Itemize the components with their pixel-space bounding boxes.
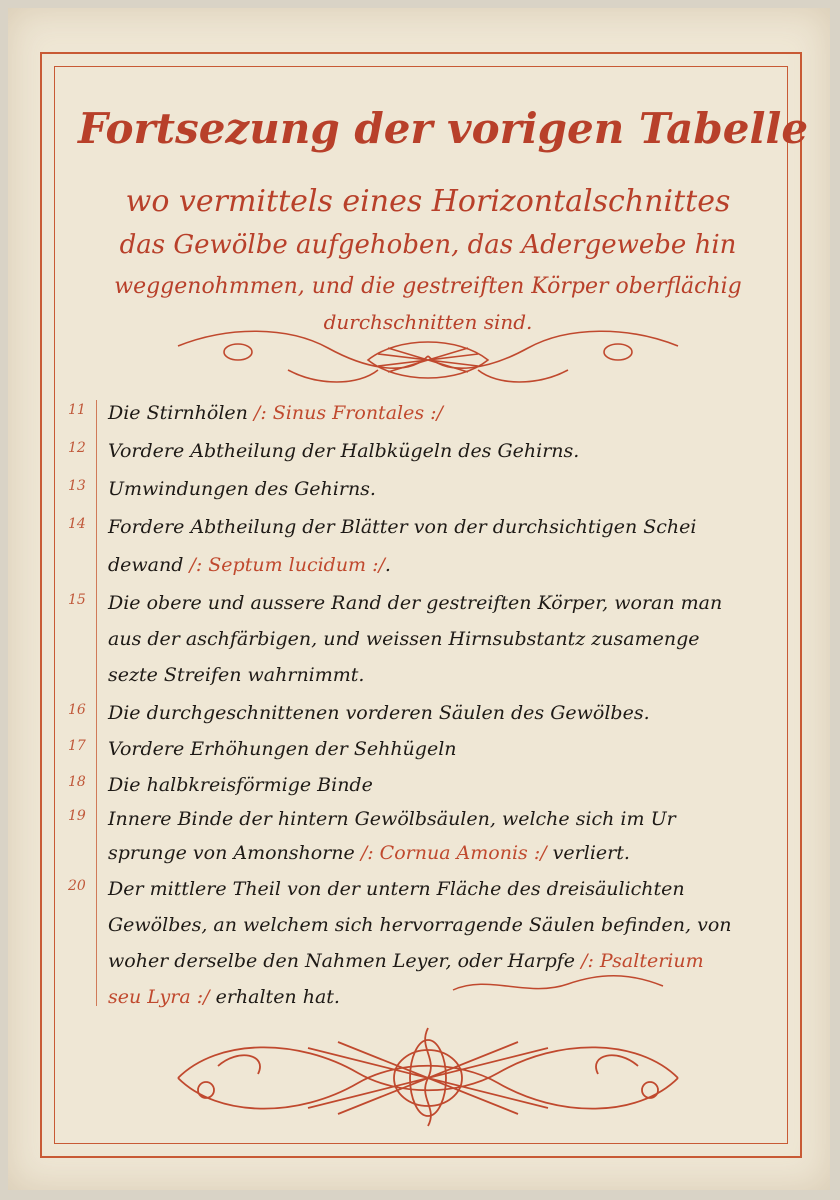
entry-text: Die Stirnhölen /: Sinus Frontales :/: [108, 402, 443, 424]
entry-text: Fordere Abtheilung der Blätter von der durchsichtigen Schei: [108, 516, 697, 538]
title-line-2: wo vermittels eines Horizontalschnittes: [125, 184, 731, 219]
entry-text: sprunge von Amonshorne /: Cornua Amonis :/ verliert.: [108, 842, 630, 864]
entry-text: Die obere und aussere Rand der gestreiften Körper, woran man: [108, 592, 723, 614]
title-line-3: das Gewölbe aufgehoben, das Adergewebe hin: [119, 230, 737, 260]
entry-number: 16: [68, 702, 86, 718]
entry-text: seu Lyra :/ erhalten hat.: [108, 986, 340, 1008]
line-end-flourish-ornament: [448, 970, 668, 1000]
title-line-4: weggenohmmen, und die gestreiften Körper oberflächig: [114, 274, 742, 299]
entry-text: Die halbkreisförmige Binde: [108, 774, 373, 796]
entry-number: 14: [68, 516, 86, 532]
title-line-1: Fortsezung der vorigen Tabelle: [78, 104, 809, 153]
bottom-flourish-ornament: [158, 1018, 698, 1128]
entry-text: Die durchgeschnittenen vorderen Säulen des Gewölbes.: [108, 702, 650, 724]
title-line-5: durchschnitten sind.: [323, 310, 533, 334]
entry-text: dewand /: Septum lucidum :/.: [108, 554, 391, 576]
entry-number: 15: [68, 592, 86, 608]
manuscript-page: [8, 8, 830, 1190]
entry-text: Vordere Erhöhungen der Sehhügeln: [108, 738, 457, 760]
entry-text: aus der aschfärbigen, und weissen Hirnsubstantz zusamenge: [108, 628, 700, 650]
entry-text: sezte Streifen wahrnimmt.: [108, 664, 365, 686]
entry-text: Umwindungen des Gehirns.: [108, 478, 376, 500]
entry-number: 17: [68, 738, 86, 754]
margin-rule: [96, 400, 97, 1006]
entry-number: 11: [68, 402, 86, 418]
top-flourish-ornament: [168, 326, 688, 390]
entry-text: woher derselbe den Nahmen Leyer, oder Harpfe /: Psalterium: [108, 950, 704, 972]
entry-text: Vordere Abtheilung der Halbkügeln des Gehirns.: [108, 440, 580, 462]
entry-text: Innere Binde der hintern Gewölbsäulen, welche sich im Ur: [108, 808, 676, 830]
entry-text: Der mittlere Theil von der untern Fläche des dreisäulichten: [108, 878, 685, 900]
entry-number: 12: [68, 440, 86, 456]
entry-number: 19: [68, 808, 86, 824]
entry-number: 20: [68, 878, 86, 894]
entry-number: 13: [68, 478, 86, 494]
entry-number: 18: [68, 774, 86, 790]
entry-text: Gewölbes, an welchem sich hervorragende Säulen befinden, von: [108, 914, 732, 936]
